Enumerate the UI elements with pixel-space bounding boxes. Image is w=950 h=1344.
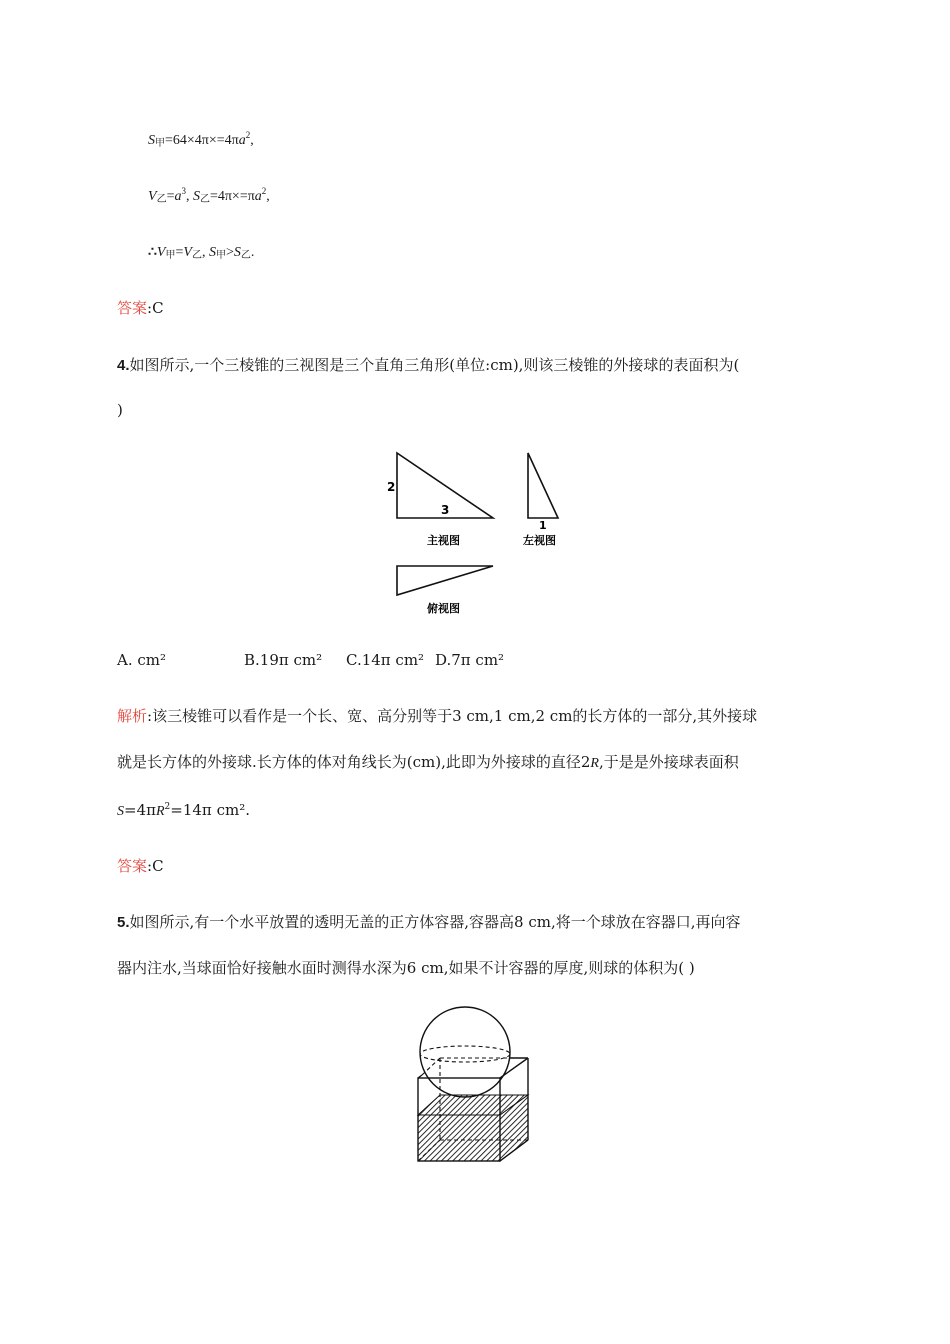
formula-line-2: V乙$=a^3$, S乙$=4\pi\times=\pi a^2$, <box>148 186 270 205</box>
side-view-label: 左视图 <box>523 534 556 547</box>
analysis-label: 解析 <box>117 707 148 725</box>
front-view-label: 主视图 <box>427 534 460 547</box>
analysis-line-3: $S=4\pi R^2=14\pi$ cm². <box>117 801 250 819</box>
answer-value: :C <box>147 299 164 317</box>
cube-hidden-edge <box>422 1058 440 1075</box>
answer-label: 答案 <box>117 857 148 875</box>
side-view-triangle <box>528 453 558 518</box>
cube-edge <box>500 1058 528 1078</box>
question-4-line-1 <box>117 355 739 376</box>
top-view-triangle <box>397 566 493 595</box>
analysis-line-1: 解析:该三棱锥可以看作是一个长、宽、高分别等于3 cm,1 cm,2 cm的长方体的一部分,其外接球 <box>117 707 758 725</box>
dim-height-label: 2 <box>387 480 396 494</box>
question-text: 如图所示,一个三棱锥的三视图是三个直角三角形(单位:cm),则该三棱锥的外接球的表面积为( <box>129 356 740 374</box>
answer-label: 答案 <box>117 299 148 317</box>
container-sphere-figure <box>410 1005 550 1165</box>
option-b: B.19π cm² <box>244 651 323 669</box>
question-number: 4. <box>117 357 130 374</box>
question-4-line-2: ) <box>117 401 123 419</box>
water-front-face <box>418 1115 500 1161</box>
option-a: A. cm² <box>117 651 167 669</box>
answer-2 <box>117 856 164 876</box>
formula-line-1: S甲$=64\times 4\pi\times=4\pi a^2$, <box>148 130 254 149</box>
question-5-line-2: 器内注水,当球面恰好接触水面时测得水深为6 cm,如果不计容器的厚度,则球的体积为( ) <box>117 959 695 977</box>
sphere <box>420 1007 510 1097</box>
answer-1 <box>117 298 164 318</box>
sphere-equator <box>420 1046 510 1062</box>
analysis-line-2: 就是长方体的外接球.长方体的体对角线长为(cm),此即为外接球的直径2R,于是是外接球表面积 <box>117 753 739 771</box>
question-5-line-1 <box>117 912 741 933</box>
question-text: 如图所示,有一个水平放置的透明无盖的正方体容器,容器高8 cm,将一个球放在容器口,再向容 <box>129 913 741 931</box>
top-view-label: 俯视图 <box>427 602 460 615</box>
dim-length-label: 3 <box>441 503 450 517</box>
answer-value: :C <box>147 857 164 875</box>
question-number: 5. <box>117 914 130 931</box>
dim-width-label: 1 <box>539 519 547 532</box>
option-d: D.7π cm² <box>435 651 505 669</box>
formula-line-3: ∴V甲=V乙, S甲>S乙. <box>148 245 255 261</box>
three-views-figure <box>380 445 580 620</box>
option-c: C.14π cm² <box>346 651 425 669</box>
